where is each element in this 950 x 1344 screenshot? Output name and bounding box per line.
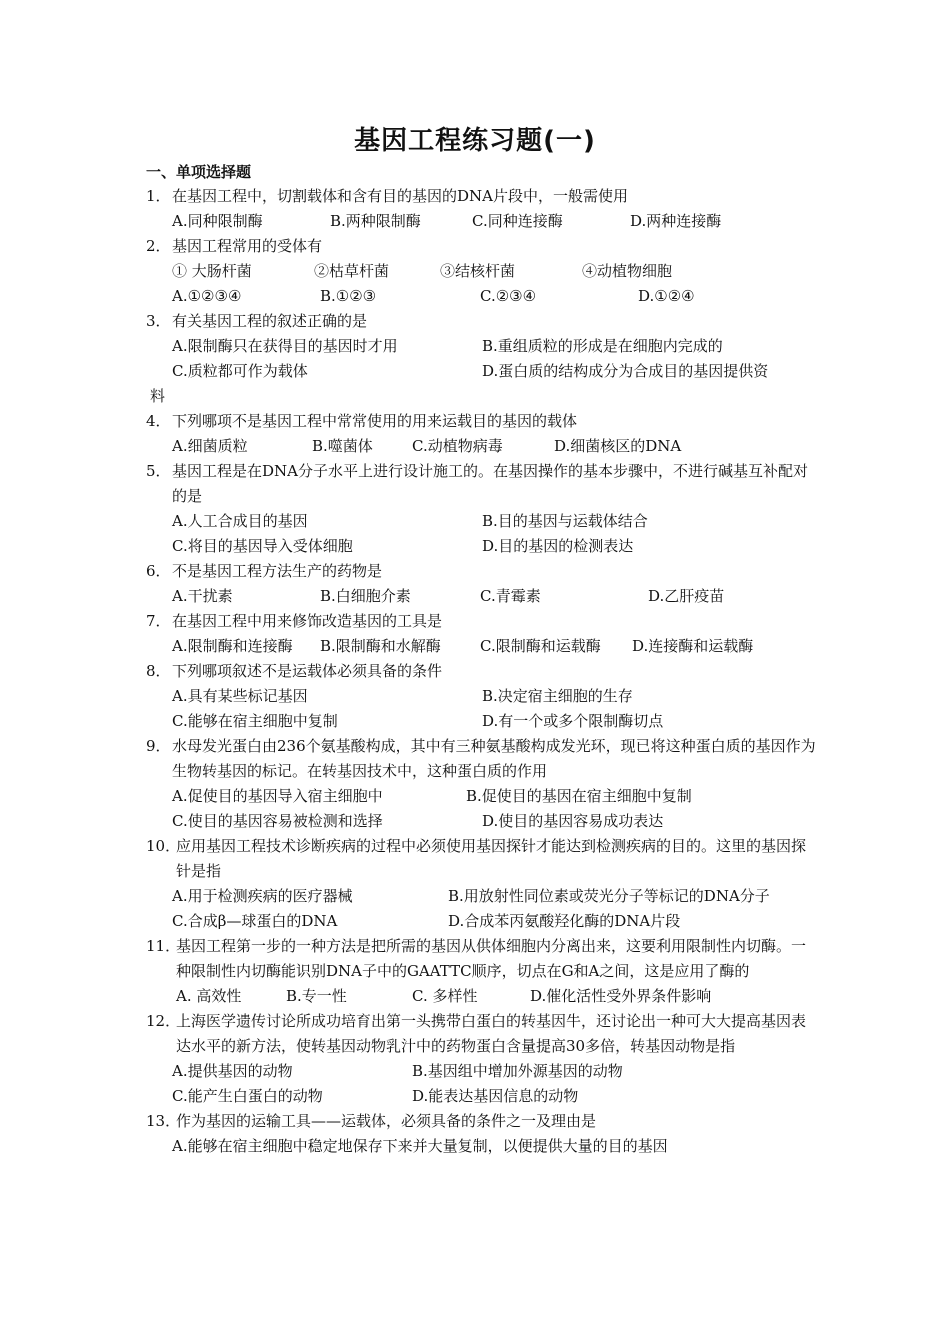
question-8 bbox=[146, 659, 816, 734]
question-list bbox=[146, 184, 816, 1159]
option-a: A.同种限制酶 bbox=[172, 212, 263, 230]
question-number: 3． bbox=[146, 312, 171, 330]
option-c: C.动植物病毒 bbox=[412, 437, 503, 455]
option-c: C.②③④ bbox=[480, 287, 537, 305]
option-a: A.①②③④ bbox=[172, 287, 242, 305]
question-number: 12． bbox=[146, 1012, 181, 1030]
option-c: C.质粒都可作为载体 bbox=[172, 362, 308, 380]
page-title: 基因工程练习题(一) bbox=[354, 126, 596, 156]
option-d: D.乙肝疫苗 bbox=[648, 587, 725, 605]
option-d: D.①②④ bbox=[638, 287, 695, 305]
question-number: 5． bbox=[146, 462, 171, 480]
option-c: C.青霉素 bbox=[480, 587, 541, 605]
question-stem: 不是基因工程方法生产的药物是 bbox=[172, 562, 383, 580]
option-b: B.基因组中增加外源基因的动物 bbox=[412, 1062, 623, 1080]
question-10 bbox=[146, 834, 816, 934]
list-item: ②枯草杆菌 bbox=[314, 262, 390, 280]
question-stem: 基因工程是在DNA分子水平上进行设计施工的。在基因操作的基本步骤中，不进行碱基互补配对的是 bbox=[172, 462, 808, 505]
question-number: 10． bbox=[146, 837, 181, 855]
option-d: D.有一个或多个限制酶切点 bbox=[482, 712, 664, 730]
list-item: ③结核杆菌 bbox=[440, 262, 516, 280]
option-a: A.限制酶和连接酶 bbox=[172, 637, 293, 655]
option-a: A.细菌质粒 bbox=[172, 437, 248, 455]
question-number: 7． bbox=[146, 612, 171, 630]
option-d: D.蛋白质的结构成分为合成目的基因提供资 bbox=[482, 362, 769, 380]
question-stem: 在基因工程中用来修饰改造基因的工具是 bbox=[172, 612, 443, 630]
option-a: A.具有某些标记基因 bbox=[172, 687, 308, 705]
question-2 bbox=[146, 234, 816, 309]
option-d-continuation: 料 bbox=[150, 387, 166, 405]
question-number: 2． bbox=[146, 237, 171, 255]
option-a: A.干扰素 bbox=[172, 587, 233, 605]
question-stem: 上海医学遗传讨论所成功培育出第一头携带白蛋白的转基因牛，还讨论出一种可大大提高基因表达水平的新方法，使转基因动物乳汁中的药物蛋白含量提高30多倍，转基因动物是指 bbox=[176, 1012, 807, 1055]
option-a: A.提供基因的动物 bbox=[172, 1062, 293, 1080]
option-b: B.两种限制酶 bbox=[330, 212, 421, 230]
list-item: ① 大肠杆菌 bbox=[172, 262, 252, 280]
question-3 bbox=[146, 309, 816, 409]
question-1 bbox=[146, 184, 816, 234]
option-c: C.限制酶和运载酶 bbox=[480, 637, 601, 655]
question-stem: 有关基因工程的叙述正确的是 bbox=[172, 312, 368, 330]
option-a: A.限制酶只在获得目的基因时才用 bbox=[172, 337, 398, 355]
question-stem: 应用基因工程技术诊断疾病的过程中必须使用基因探针才能达到检测疾病的目的。这里的基因探针是指 bbox=[176, 837, 807, 880]
option-b: B.噬菌体 bbox=[312, 437, 373, 455]
question-stem: 水母发光蛋白由236个氨基酸构成，其中有三种氨基酸构成发光环，现已将这种蛋白质的基因作为生物转基因的标记。在转基因技术中，这种蛋白质的作用 bbox=[172, 737, 816, 780]
question-6 bbox=[146, 559, 816, 609]
option-d: D.催化活性受外界条件影响 bbox=[530, 987, 712, 1005]
option-c: C.使目的基因容易被检测和选择 bbox=[172, 812, 383, 830]
option-c: C.能产生白蛋白的动物 bbox=[172, 1087, 323, 1105]
question-stem: 下列哪项叙述不是运载体必须具备的条件 bbox=[172, 662, 443, 680]
option-a: A.能够在宿主细胞中稳定地保存下来并大量复制，以便提供大量的目的基因 bbox=[172, 1137, 668, 1155]
option-d: D.两种连接酶 bbox=[630, 212, 722, 230]
question-stem: 下列哪项不是基因工程中常常使用的用来运载目的基因的载体 bbox=[172, 412, 578, 430]
list-item: ④动植物细胞 bbox=[582, 262, 673, 280]
question-number: 9． bbox=[146, 737, 171, 755]
question-9 bbox=[146, 734, 816, 834]
question-number: 4． bbox=[146, 412, 171, 430]
question-stem: 作为基因的运输工具——运载体，必须具备的条件之一及理由是 bbox=[176, 1112, 597, 1130]
option-a: A.人工合成目的基因 bbox=[172, 512, 308, 530]
question-12 bbox=[146, 1009, 816, 1109]
option-a: A.促使目的基因导入宿主细胞中 bbox=[172, 787, 383, 805]
option-d: D.合成苯丙氨酸羟化酶的DNA片段 bbox=[448, 912, 681, 930]
section-heading: 一、单项选择题 bbox=[146, 163, 252, 181]
question-13 bbox=[146, 1109, 816, 1159]
question-5 bbox=[146, 459, 816, 559]
option-d: D.连接酶和运载酶 bbox=[632, 637, 754, 655]
option-c: C.合成β—球蛋白的DNA bbox=[172, 912, 338, 930]
option-c: C.同种连接酶 bbox=[472, 212, 563, 230]
option-b: B.重组质粒的形成是在细胞内完成的 bbox=[482, 337, 723, 355]
option-a: A. 高效性 bbox=[176, 987, 242, 1005]
option-c: C.将目的基因导入受体细胞 bbox=[172, 537, 353, 555]
question-number: 13． bbox=[146, 1112, 181, 1130]
question-stem: 基因工程常用的受体有 bbox=[172, 237, 323, 255]
question-number: 11． bbox=[146, 937, 181, 955]
option-b: B.目的基因与运载体结合 bbox=[482, 512, 648, 530]
question-stem: 基因工程第一步的一种方法是把所需的基因从供体细胞内分离出来，这要利用限制性内切酶。一种限制性内切酶能识别DNA子中的GAATTC顺序，切点在G和A之间，这是应用了酶的 bbox=[176, 937, 807, 980]
question-stem: 在基因工程中，切割载体和含有目的基因的DNA片段中，一般需使用 bbox=[172, 187, 628, 205]
question-11 bbox=[146, 934, 816, 1009]
option-d: D.细菌核区的DNA bbox=[554, 437, 682, 455]
question-4 bbox=[146, 409, 816, 459]
question-number: 8． bbox=[146, 662, 171, 680]
option-b: B.专一性 bbox=[286, 987, 347, 1005]
option-c: C.能够在宿主细胞中复制 bbox=[172, 712, 338, 730]
option-b: B.限制酶和水解酶 bbox=[320, 637, 441, 655]
option-d: D.使目的基因容易成功表达 bbox=[482, 812, 664, 830]
option-b: B.①②③ bbox=[320, 287, 377, 305]
option-a: A.用于检测疾病的医疗器械 bbox=[172, 887, 353, 905]
option-b: B.促使目的基因在宿主细胞中复制 bbox=[466, 787, 692, 805]
question-number: 6． bbox=[146, 562, 171, 580]
option-b: B.白细胞介素 bbox=[320, 587, 411, 605]
option-d: D.能表达基因信息的动物 bbox=[412, 1087, 579, 1105]
option-b: B.用放射性同位素或荧光分子等标记的DNA分子 bbox=[448, 887, 770, 905]
option-c: C. 多样性 bbox=[412, 987, 478, 1005]
option-d: D.目的基因的检测表达 bbox=[482, 537, 634, 555]
question-7 bbox=[146, 609, 816, 659]
question-number: 1． bbox=[146, 187, 171, 205]
option-b: B.决定宿主细胞的生存 bbox=[482, 687, 633, 705]
